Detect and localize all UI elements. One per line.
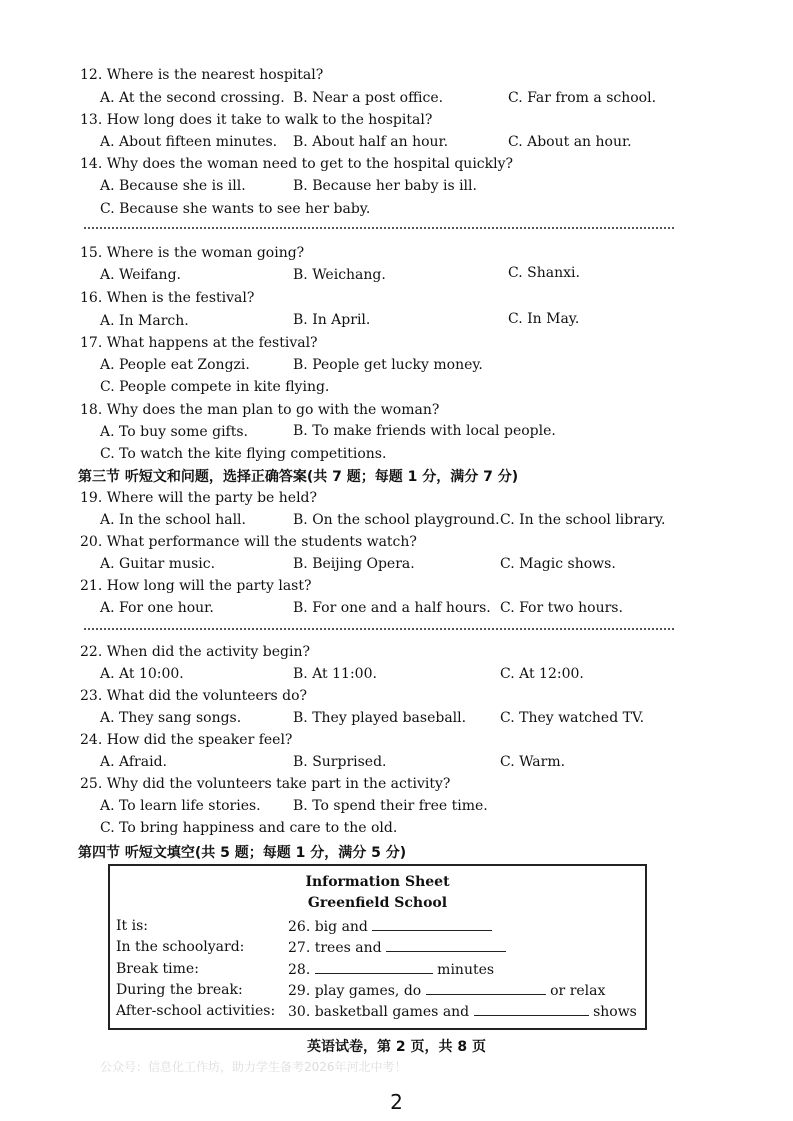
q16-option-b: B. In April.	[293, 312, 371, 328]
question-19: 19. Where will the party be held?	[80, 490, 318, 506]
info-sheet-subtitle: Greenfield School	[307, 895, 448, 911]
q12-option-b: B. Near a post office.	[293, 90, 444, 106]
question-17: 17. What happens at the festival?	[80, 335, 318, 351]
q24-option-a: A. Afraid.	[100, 754, 167, 770]
q19-option-b: B. On the school playground.	[293, 512, 500, 528]
info-row-label: It is:	[116, 918, 148, 934]
q16-option-a: A. In March.	[100, 313, 189, 329]
q24-option-c: C. Warm.	[500, 754, 566, 770]
q22-option-a: A. At 10:00.	[100, 666, 184, 682]
answer-blank-27[interactable]	[386, 939, 506, 952]
info-row-suffix: minutes	[437, 962, 495, 978]
q22-option-c: C. At 12:00.	[500, 666, 584, 682]
answer-blank-28[interactable]	[315, 961, 433, 974]
info-sheet-title: Information Sheet	[305, 874, 450, 890]
info-row-text: 28.	[288, 962, 311, 978]
dotted-divider	[84, 628, 674, 630]
answer-blank-26[interactable]	[372, 918, 492, 931]
question-24: 24. How did the speaker feel?	[80, 732, 293, 748]
question-16: 16. When is the festival?	[80, 290, 255, 306]
info-row-item	[288, 918, 492, 935]
q19-option-c: C. In the school library.	[500, 512, 666, 528]
q18-option-b: B. To make friends with local people.	[293, 423, 556, 439]
info-row-suffix: shows	[593, 1004, 637, 1020]
info-row-label: After-school activities:	[116, 1003, 276, 1019]
q14-option-b: B. Because her baby is ill.	[293, 178, 477, 194]
q19-option-a: A. In the school hall.	[100, 512, 246, 528]
question-23: 23. What did the volunteers do?	[80, 688, 308, 704]
section-4-title: 第四节 听短文填空(共 5 题；每题 1 分，满分 5 分)	[78, 845, 407, 861]
page-number: 2	[390, 1090, 403, 1114]
q15-option-a: A. Weifang.	[100, 267, 181, 283]
info-row-suffix: or relax	[550, 983, 606, 999]
info-row-text: 27. trees and	[288, 940, 382, 956]
q13-option-c: C. About an hour.	[508, 134, 632, 150]
q22-option-b: B. At 11:00.	[293, 666, 377, 682]
q17-option-b: B. People get lucky money.	[293, 357, 483, 373]
answer-blank-30[interactable]	[474, 1003, 589, 1016]
q14-option-a: A. Because she is ill.	[100, 178, 246, 194]
q23-option-a: A. They sang songs.	[100, 710, 242, 726]
q13-option-a: A. About fifteen minutes.	[100, 134, 278, 150]
q17-option-a: A. People eat Zongzi.	[100, 357, 250, 373]
info-row-text: 26. big and	[288, 919, 368, 935]
question-12: 12. Where is the nearest hospital?	[80, 67, 324, 83]
q15-option-b: B. Weichang.	[293, 267, 386, 283]
info-row-text: 29. play games, do	[288, 983, 422, 999]
info-row-item	[288, 961, 494, 978]
question-18: 18. Why does the man plan to go with the woman?	[80, 402, 440, 418]
q18-option-a: A. To buy some gifts.	[100, 424, 248, 440]
q17-option-c: C. People compete in kite flying.	[100, 379, 330, 395]
page-footer: 英语试卷，第 2 页，共 8 页	[307, 1039, 486, 1055]
info-row-label: In the schoolyard:	[116, 939, 245, 955]
info-row-item	[288, 982, 605, 999]
q14-option-c: C. Because she wants to see her baby.	[100, 201, 371, 217]
question-15: 15. Where is the woman going?	[80, 245, 305, 261]
dotted-divider	[84, 227, 674, 229]
q25-option-b: B. To spend their free time.	[293, 798, 488, 814]
information-sheet	[108, 864, 647, 1030]
question-25: 25. Why did the volunteers take part in the activity?	[80, 776, 451, 792]
q12-option-c: C. Far from a school.	[508, 90, 657, 106]
q25-option-a: A. To learn life stories.	[100, 798, 261, 814]
q12-option-a: A. At the second crossing.	[100, 90, 285, 106]
q20-option-a: A. Guitar music.	[100, 556, 216, 572]
question-20: 20. What performance will the students watch?	[80, 534, 417, 550]
q21-option-b: B. For one and a half hours.	[293, 600, 491, 616]
info-row-label: Break time:	[116, 961, 199, 977]
question-22: 22. When did the activity begin?	[80, 644, 310, 660]
q13-option-b: B. About half an hour.	[293, 134, 449, 150]
q16-option-c: C. In May.	[508, 311, 580, 327]
info-row-label: During the break:	[116, 982, 243, 998]
q23-option-b: B. They played baseball.	[293, 710, 467, 726]
q20-option-c: C. Magic shows.	[500, 556, 616, 572]
q23-option-c: C. They watched TV.	[500, 710, 645, 726]
q18-option-c: C. To watch the kite flying competitions.	[100, 446, 387, 462]
info-row-item	[288, 939, 506, 956]
watermark-text: 公众号：信息化工作坊，助力学生备考2026年河北中考！	[100, 1060, 407, 1074]
question-21: 21. How long will the party last?	[80, 578, 312, 594]
info-row-text: 30. basketball games and	[288, 1004, 470, 1020]
q24-option-b: B. Surprised.	[293, 754, 387, 770]
q25-option-c: C. To bring happiness and care to the old.	[100, 820, 398, 836]
info-row-item	[288, 1003, 637, 1020]
q20-option-b: B. Beijing Opera.	[293, 556, 415, 572]
question-13: 13. How long does it take to walk to the hospital?	[80, 112, 433, 128]
q21-option-a: A. For one hour.	[100, 600, 214, 616]
answer-blank-29[interactable]	[426, 982, 546, 995]
question-14: 14. Why does the woman need to get to the hospital quickly?	[80, 156, 514, 172]
section-3-title: 第三节 听短文和问题，选择正确答案(共 7 题；每题 1 分，满分 7 分)	[78, 469, 519, 485]
q15-option-c: C. Shanxi.	[508, 265, 580, 281]
q21-option-c: C. For two hours.	[500, 600, 623, 616]
